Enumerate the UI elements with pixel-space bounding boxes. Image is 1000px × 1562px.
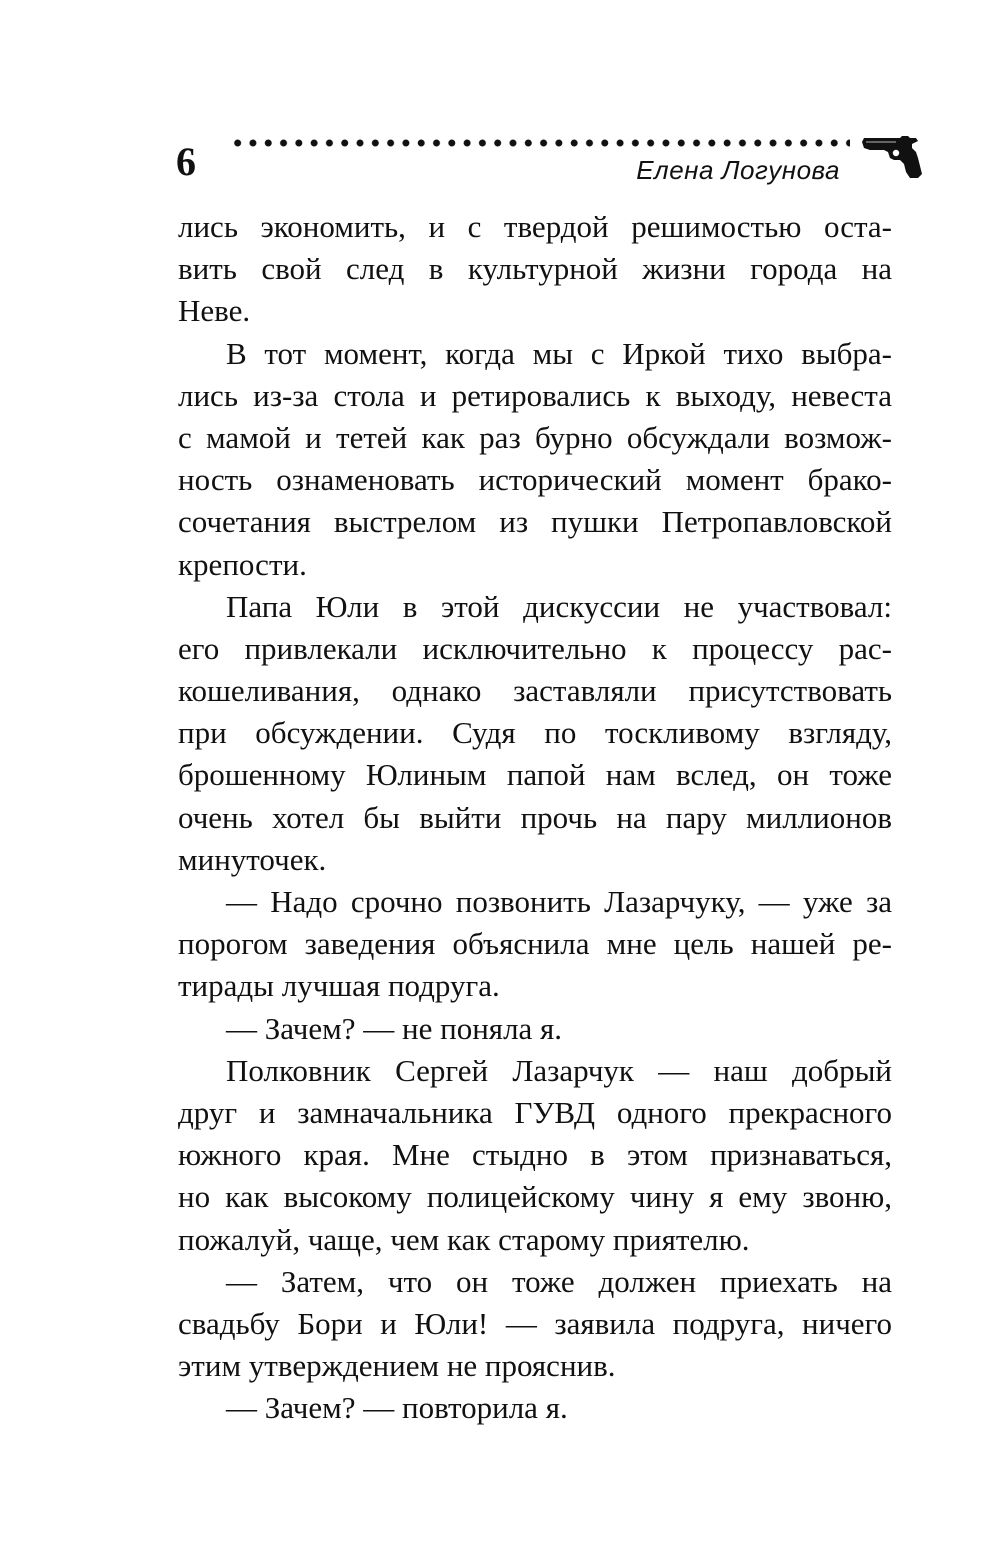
- text-line: тирады лучшая подруга.: [178, 968, 500, 1004]
- page-number: 6: [176, 139, 196, 184]
- text-line: Полковник Сергей Лазарчук — наш добрый: [226, 1052, 892, 1088]
- text-line: свадьбу Бори и Юли! — заявила подруга, ничего: [178, 1305, 892, 1341]
- text-line: — Затем, что он тоже должен приехать на: [226, 1263, 892, 1299]
- text-line: порогом заведения объяснила мне цель нашей ре-: [178, 926, 892, 962]
- text-line: очень хотел бы выйти прочь на пару миллионов: [178, 799, 892, 835]
- text-line: брошенному Юлиным папой нам вслед, он тоже: [178, 757, 892, 793]
- text-line: кошеливания, однако заставляли присутствовать: [178, 673, 892, 709]
- running-head-author: Елена Логунова: [636, 155, 840, 185]
- text-line: с мамой и тетей как раз бурно обсуждали возмож-: [178, 419, 892, 455]
- text-line: сочетания выстрелом из пушки Петропавловской: [178, 504, 892, 540]
- text-line: минуточек.: [178, 841, 327, 877]
- text-line: ность ознаменовать исторический момент брако-: [178, 462, 892, 498]
- text-line: лись из-за стола и ретировались к выходу, невеста: [178, 377, 892, 413]
- text-line: Неве.: [178, 293, 251, 329]
- text-line: пожалуй, чаще, чем как старому приятелю.: [178, 1221, 750, 1257]
- revolver-icon: [860, 132, 922, 180]
- text-line: друг и замначальника ГУВД одного прекрасного: [178, 1094, 892, 1130]
- text-line: его привлекали исключительно к процессу рас-: [178, 630, 892, 666]
- text-line: вить свой след в культурной жизни города на: [178, 251, 892, 287]
- text-line: Папа Юли в этой дискуссии не участвовал:: [226, 588, 892, 624]
- text-line: крепости.: [178, 546, 307, 582]
- text-line: при обсуждении. Судя по тоскливому взгляду,: [178, 715, 892, 751]
- text-line: южного края. Мне стыдно в этом признаваться,: [178, 1137, 892, 1173]
- text-line: В тот момент, когда мы с Иркой тихо выбра-: [226, 335, 892, 371]
- text-body: [178, 206, 892, 1429]
- text-line: — Надо срочно позвонить Лазарчуку, — уже за: [226, 884, 892, 919]
- dotted-rule: [230, 137, 850, 149]
- text-line: — Зачем? — не поняла я.: [226, 1010, 563, 1046]
- text-line: лись экономить, и с твердой решимостью оста-: [178, 209, 892, 244]
- text-line: этим утверждением не прояснив.: [178, 1348, 616, 1384]
- text-line: но как высокому полицейскому чину я ему звоню,: [178, 1179, 892, 1215]
- text-line: — Зачем? — повторила я.: [226, 1390, 568, 1426]
